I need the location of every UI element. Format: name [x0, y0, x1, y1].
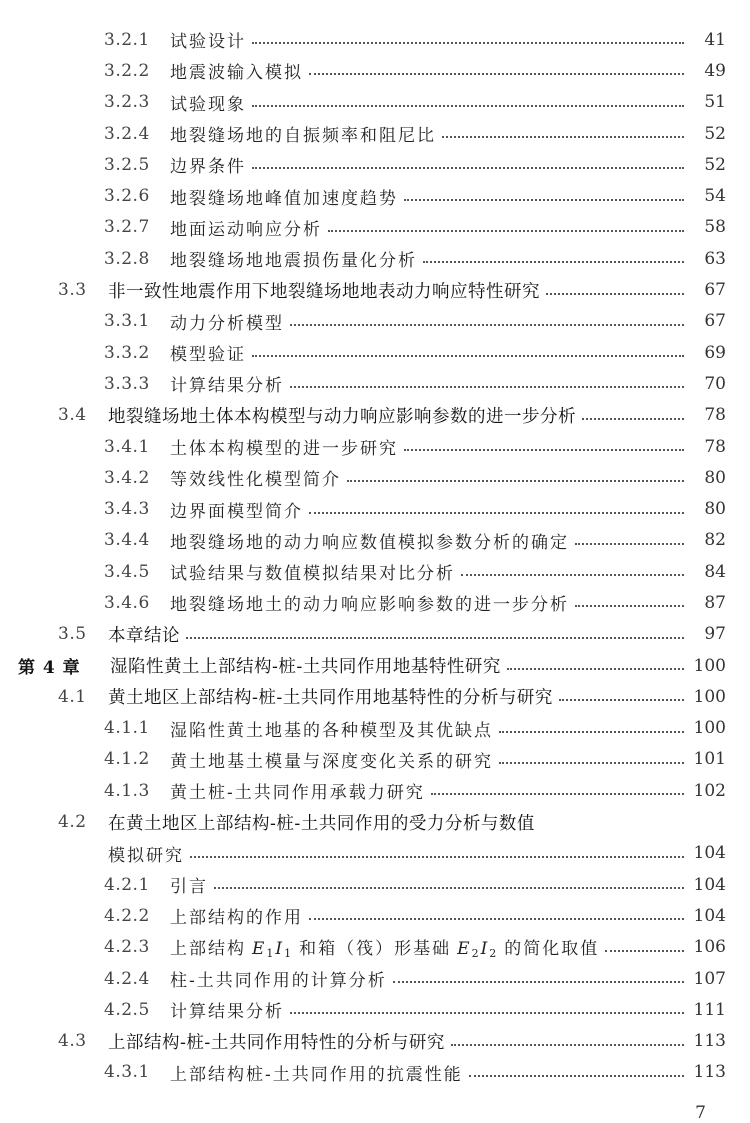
toc-entry-page: 100 — [693, 686, 726, 707]
toc-subsection-entry[interactable] — [0, 180, 750, 211]
toc-subsection-entry[interactable] — [0, 900, 750, 931]
toc-entry-title: 地裂缝场地的自振频率和阻尼比 — [170, 126, 436, 147]
toc-entry-page: 67 — [704, 311, 726, 332]
toc-entry-title: 边界面模型简介 — [170, 501, 303, 522]
toc-subsection-entry[interactable] — [0, 55, 750, 86]
toc-leader-dots — [461, 573, 684, 576]
toc-entry-page: 113 — [693, 1031, 726, 1052]
toc-entry-number: 4.2.2 — [104, 905, 150, 926]
toc-entry-page: 69 — [704, 342, 726, 363]
formula-part: 1 — [266, 947, 276, 961]
toc-leader-dots — [252, 354, 684, 357]
formula-part: 2 — [471, 947, 481, 961]
toc-section-entry[interactable] — [0, 681, 750, 712]
toc-leader-dots — [546, 292, 684, 295]
toc-entry-title: 湿陷性黄土地基的各种模型及其优缺点 — [170, 720, 493, 741]
toc-entry-page: 87 — [704, 592, 726, 613]
toc-entry-title: 在黄土地区上部结构-桩-土共同作用的受力分析与数值 — [108, 813, 535, 834]
toc-entry-title: 地裂缝场地土的动力响应影响参数的进一步分析 — [170, 595, 569, 616]
toc-subsection-entry[interactable] — [0, 525, 750, 556]
toc-entry-number: 3.5 — [58, 624, 87, 645]
toc-leader-dots — [328, 229, 684, 232]
toc-subsection-entry[interactable] — [0, 775, 750, 806]
toc-entry-title: 计算结果分析 — [170, 1002, 284, 1023]
toc-entry-number: 4.1.2 — [104, 749, 150, 770]
toc-entry-title: 上部结构-桩-土共同作用特性的分析与研究 — [108, 1032, 445, 1053]
toc-leader-dots — [605, 949, 684, 952]
toc-section-entry[interactable] — [0, 619, 750, 650]
toc-entry-title: 湿陷性黄土上部结构-桩-土共同作用地基特性研究 — [110, 657, 501, 678]
toc-subsection-entry[interactable] — [0, 87, 750, 118]
toc-entry-title: 地裂缝场地峰值加速度趋势 — [170, 188, 398, 209]
toc-section-entry[interactable] — [0, 400, 750, 431]
toc-entry-number: 4.1 — [58, 686, 87, 707]
toc-entry-page: 52 — [704, 123, 726, 144]
toc-entry-number: 3.4.4 — [104, 530, 150, 551]
toc-leader-dots — [290, 323, 684, 326]
toc-entry-title: 上部结构的作用 — [170, 908, 303, 929]
toc-subsection-entry[interactable] — [0, 243, 750, 274]
toc-leader-dots — [559, 698, 684, 701]
toc-entry-page: 106 — [693, 937, 726, 958]
toc-subsection-entry[interactable] — [0, 431, 750, 462]
toc-leader-dots — [499, 730, 684, 733]
toc-entry-page: 101 — [693, 749, 726, 770]
toc-subsection-entry[interactable] — [0, 493, 750, 524]
toc-leader-dots — [575, 542, 684, 545]
toc-entry-number: 3.2.2 — [104, 60, 150, 81]
toc-entry-title: 试验结果与数值模拟结果对比分析 — [170, 564, 455, 585]
toc-entry-title — [170, 934, 599, 960]
toc-entry-page: 67 — [704, 280, 726, 301]
toc-entry-page: 97 — [704, 624, 726, 645]
toc-entry-page: 54 — [704, 186, 726, 207]
toc-entry-page: 111 — [693, 999, 726, 1020]
formula-part: 1 — [284, 947, 294, 961]
toc-entry-page: 78 — [704, 405, 726, 426]
toc-entry-number: 3.2.3 — [104, 92, 150, 113]
toc-entry-page: 100 — [693, 655, 726, 676]
toc-section-entry[interactable] — [0, 806, 750, 837]
toc-entry-page: 102 — [693, 780, 726, 801]
toc-leader-dots — [309, 917, 684, 920]
toc-entry-number: 3.4.3 — [104, 499, 150, 520]
toc-subsection-entry[interactable] — [0, 1057, 750, 1088]
toc-subsection-entry[interactable] — [0, 713, 750, 744]
toc-entry-number: 3.2.5 — [104, 154, 150, 175]
formula-part: 的简化取值 — [504, 939, 600, 960]
toc-leader-dots — [431, 792, 684, 795]
toc-entry-number: 3.2.4 — [104, 123, 150, 144]
toc-leader-dots — [499, 761, 684, 764]
toc-subsection-entry[interactable] — [0, 744, 750, 775]
toc-leader-dots — [469, 1074, 684, 1077]
toc-entry-number: 4.3.1 — [104, 1062, 150, 1083]
toc-entry-number: 4.2.5 — [104, 999, 150, 1020]
toc-subsection-entry[interactable] — [0, 212, 750, 243]
toc-entry-title: 引言 — [170, 877, 208, 898]
toc-leader-dots — [575, 604, 684, 607]
toc-leader-dots — [507, 667, 684, 670]
toc-leader-dots — [252, 166, 684, 169]
toc-entry-number: 3.2.8 — [104, 248, 150, 269]
toc-entry-number: 3.3.3 — [104, 373, 150, 394]
toc-subsection-entry[interactable] — [0, 149, 750, 180]
toc-entry-page: 49 — [704, 60, 726, 81]
toc-leader-dots — [290, 1011, 684, 1014]
toc-entry-page: 107 — [693, 968, 726, 989]
toc-entry-number: 3.2.1 — [104, 29, 150, 50]
toc-leader-dots — [442, 135, 684, 138]
toc-chapter-entry[interactable] — [0, 650, 750, 681]
toc-entry-page: 58 — [704, 217, 726, 238]
toc-leader-dots — [190, 855, 684, 858]
toc-leader-dots — [393, 980, 684, 983]
toc-entry-number: 4.1.1 — [104, 718, 150, 739]
toc-entry-title: 试验设计 — [170, 32, 246, 53]
toc-entry-title: 本章结论 — [108, 625, 180, 646]
toc-entry-number: 4.2.3 — [104, 937, 150, 958]
toc-entry-page: 78 — [704, 436, 726, 457]
toc-entry-page: 100 — [693, 718, 726, 739]
formula-part: I — [275, 939, 285, 960]
toc-entry-number: 4.2 — [58, 812, 87, 833]
toc-subsection-entry[interactable] — [0, 306, 750, 337]
formula-part: 上部结构 — [170, 939, 246, 960]
toc-leader-dots — [404, 448, 684, 451]
toc-entry-page: 80 — [704, 467, 726, 488]
toc-entry-title: 柱-土共同作用的计算分析 — [170, 971, 387, 992]
toc-leader-dots — [252, 41, 684, 44]
toc-leader-dots — [252, 104, 684, 107]
toc-entry-title: 非一致性地震作用下地裂缝场地地表动力响应特性研究 — [108, 281, 540, 302]
toc-leader-dots — [186, 636, 684, 639]
toc-section-entry[interactable] — [0, 1026, 750, 1057]
page-number: 7 — [695, 1103, 706, 1123]
toc-entry-title: 地裂缝场地的动力响应数值模拟参数分析的确定 — [170, 532, 569, 553]
toc-entry-continuation[interactable] — [0, 838, 750, 869]
toc-entry-title: 等效线性化模型简介 — [170, 470, 341, 491]
toc-entry-page: 82 — [704, 530, 726, 551]
toc-subsection-entry[interactable] — [0, 963, 750, 994]
toc-leader-dots — [582, 417, 684, 420]
toc-entry-title: 黄土地基土模量与深度变化关系的研究 — [170, 751, 493, 772]
toc-subsection-entry[interactable] — [0, 932, 750, 963]
toc-entry-page: 113 — [693, 1062, 726, 1083]
toc-entry-number: 3.3 — [58, 280, 87, 301]
toc-entry-page: 52 — [704, 154, 726, 175]
toc-entry-title: 计算结果分析 — [170, 376, 284, 397]
toc-entry-number: 3.2.6 — [104, 186, 150, 207]
toc-subsection-entry[interactable] — [0, 869, 750, 900]
toc-entry-title: 地震波输入模拟 — [170, 63, 303, 84]
toc-entry-number: 3.3.1 — [104, 311, 150, 332]
toc-subsection-entry[interactable] — [0, 462, 750, 493]
toc-entry-page: 63 — [704, 248, 726, 269]
toc-subsection-entry[interactable] — [0, 994, 750, 1025]
formula-part: I — [480, 939, 490, 960]
toc-entry-number: 3.4.6 — [104, 592, 150, 613]
toc-entry-page: 104 — [693, 843, 726, 864]
toc-entry-number: 3.4.1 — [104, 436, 150, 457]
toc-entry-title: 地面运动响应分析 — [170, 219, 322, 240]
toc-leader-dots — [214, 886, 684, 889]
toc-entry-number: 4.3 — [58, 1031, 87, 1052]
toc-entry-number: 4.2.4 — [104, 968, 150, 989]
toc-subsection-entry[interactable] — [0, 118, 750, 149]
formula-part: 2 — [489, 947, 499, 961]
toc-subsection-entry[interactable] — [0, 368, 750, 399]
toc-entry-number: 3.4.5 — [104, 561, 150, 582]
toc-entry-title: 边界条件 — [170, 157, 246, 178]
toc-entry-page: 70 — [704, 373, 726, 394]
toc-entry-page: 84 — [704, 561, 726, 582]
toc-leader-dots — [451, 1043, 684, 1046]
formula-part: 和箱（筏）形基础 — [299, 939, 452, 960]
toc-section-entry[interactable] — [0, 274, 750, 305]
toc-entry-title: 模型验证 — [170, 345, 246, 366]
toc-leader-dots — [423, 260, 684, 263]
toc-entry-title: 模拟研究 — [108, 845, 184, 866]
toc-entry-number: 3.3.2 — [104, 342, 150, 363]
toc-leader-dots — [309, 72, 684, 75]
toc-entry-number: 3.4.2 — [104, 467, 150, 488]
toc-entry-number: 3.4 — [58, 405, 87, 426]
formula-part: E — [457, 939, 472, 960]
toc-subsection-entry[interactable] — [0, 587, 750, 618]
toc-subsection-entry[interactable] — [0, 337, 750, 368]
toc-entry-number: 4.1.3 — [104, 780, 150, 801]
toc-entry-title: 黄土地区上部结构-桩-土共同作用地基特性的分析与研究 — [108, 688, 553, 709]
toc-entry-page: 80 — [704, 499, 726, 520]
toc-entry-number: 3.2.7 — [104, 217, 150, 238]
table-of-contents — [0, 24, 750, 1088]
toc-entry-number: 4.2.1 — [104, 874, 150, 895]
toc-leader-dots — [404, 198, 684, 201]
toc-entry-page: 104 — [693, 905, 726, 926]
toc-subsection-entry[interactable] — [0, 556, 750, 587]
toc-entry-title: 试验现象 — [170, 94, 246, 115]
toc-entry-title: 地裂缝场地土体本构模型与动力响应影响参数的进一步分析 — [108, 406, 576, 427]
toc-leader-dots — [347, 479, 684, 482]
toc-leader-dots — [309, 511, 684, 514]
toc-entry-title: 地裂缝场地地震损伤量化分析 — [170, 251, 417, 272]
toc-entry-page: 51 — [704, 92, 726, 113]
toc-entry-title: 上部结构桩-土共同作用的抗震性能 — [170, 1064, 463, 1085]
toc-entry-title: 土体本构模型的进一步研究 — [170, 439, 398, 459]
toc-leader-dots — [290, 385, 684, 388]
toc-entry-page: 104 — [693, 874, 726, 895]
toc-entry-page: 41 — [704, 29, 726, 50]
toc-entry-number: 第 4 章 — [18, 658, 81, 679]
toc-subsection-entry[interactable] — [0, 24, 750, 55]
toc-entry-title: 黄土桩-土共同作用承载力研究 — [170, 783, 425, 804]
toc-entry-title: 动力分析模型 — [170, 313, 284, 334]
formula-part: E — [252, 939, 267, 960]
